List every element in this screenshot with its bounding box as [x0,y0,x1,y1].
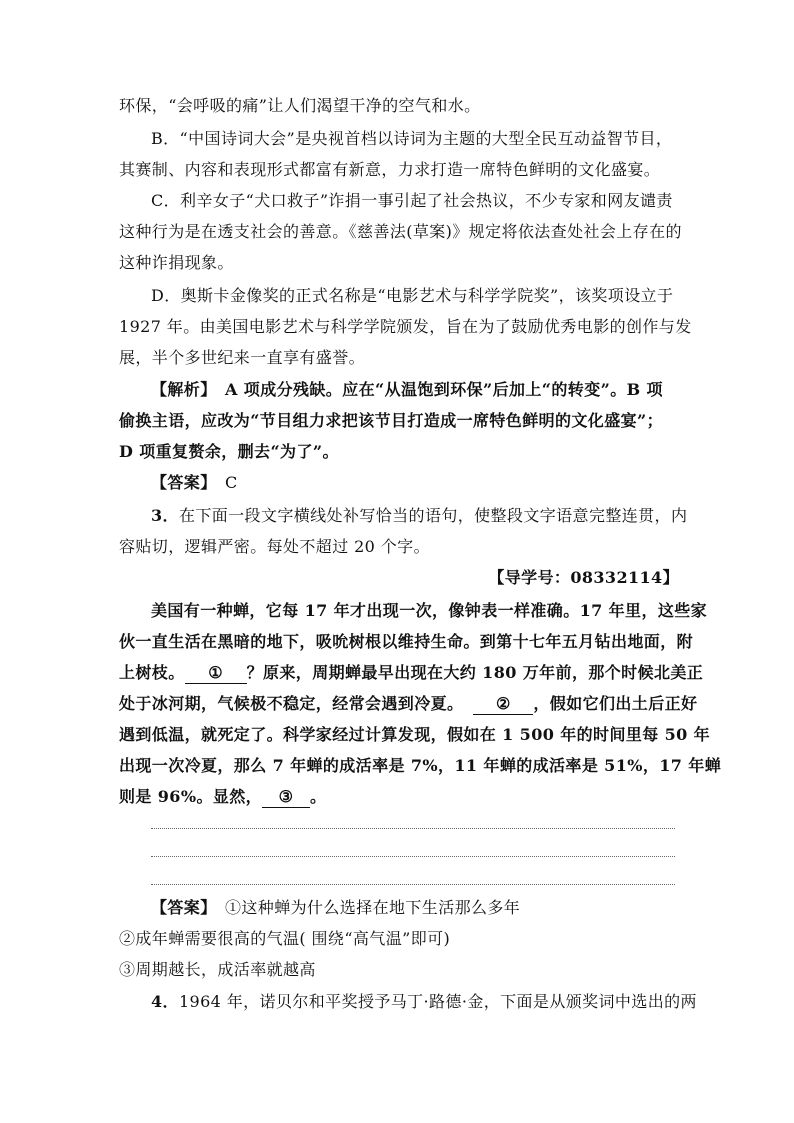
question-number: 3． [151,506,179,525]
answer-text: ③周期越长，成活率就越高 [119,960,316,979]
text-line: 这种诈捐现象。 [119,253,234,272]
analysis-label: 【解析】 [151,380,209,399]
passage-text: ？原来，周期蝉最早出现在大约 180 万年前，那个时候北美正 [246,663,704,682]
option-d-line: D．奥斯卡金像奖的正式名称是“电影艺术与科学学院奖”，该奖项设立于 [151,286,674,305]
passage-text: 。 [310,787,327,806]
blank-3[interactable]: ③ [262,787,310,808]
passage-text: 则是 96%。显然， [119,787,263,806]
text-line: D 项重复赘余，删去“为了”。 [119,442,339,461]
text-line: 1927 年。由美国电影艺术与科学学院颁发，旨在为了鼓励优秀电影的创作与发 [119,317,692,336]
question-3-line [151,506,688,526]
question-number: 4． [151,992,179,1011]
guide-number: 【导学号：08332114】 [488,568,679,587]
text-line: 偷换主语，应改为“节目组力求把该节目打造成一席特色鲜明的文化盛宴”； [119,411,664,430]
answer-value: C [208,473,238,492]
text-line: 展，半个多世纪来一直享有盛誉。 [119,348,366,367]
passage-line [119,787,679,808]
analysis-text: A 项成分残缺。应在“从温饱到环保”后加上“的转变”。B 项 [208,380,663,399]
text-line: 环保，“会呼吸的痛”让人们渴望干净的空气和水。 [119,96,481,115]
answer-line [151,898,679,918]
analysis-line [151,380,679,400]
answer-write-line[interactable] [151,856,675,857]
passage-text: 上树枝。 [119,663,185,682]
blank-2[interactable]: ② [473,694,533,715]
passage-line: 伙一直生活在黑暗的地下，吸吮树根以维持生命。到第十七年五月钻出地面，附 [119,632,694,651]
passage-line: 出现一次冷夏，那么 7 年蝉的成活率是 7%，11 年蝉的成活率是 51%，17 年蝉 [119,756,722,775]
passage-line: 美国有一种蝉，它每 17 年才出现一次，像钟表一样准确。17 年里，这些家 [151,601,708,620]
answer-text: ②成年蝉需要很高的气温( 围绕“高气温”即可) [119,929,451,948]
text-line: 其赛制、内容和表现形式都富有新意，力求打造一席特色鲜明的文化盛宴。 [119,160,661,179]
text-line: 这种行为是在透支社会的善意。《慈善法(草案)》规定将依法查处社会上存在的 [119,222,682,241]
answer-label: 【答案】 [151,473,209,492]
question-text: 1964 年，诺贝尔和平奖授予马丁·路德·金，下面是从颁奖词中选出的两 [178,992,697,1011]
option-b-line: B．“中国诗词大会”是央视首档以诗词为主题的大型全民互动益智节目， [151,129,673,148]
question-4-line [151,992,697,1012]
answer-text: ①这种蝉为什么选择在地下生活那么多年 [208,898,521,917]
passage-text: 处于冰河期，气候极不稳定，经常会遇到冷夏。 [119,694,464,713]
answer-write-line[interactable] [151,828,675,829]
passage-line: 遇到低温，就死定了。科学家经过计算发现，假如在 1 500 年的时间里每 50 年 [119,725,711,744]
blank-1[interactable]: ① [185,663,247,684]
question-text: 在下面一段文字横线处补写恰当的语句，使整段文字语意完整连贯，内 [178,506,688,525]
passage-line [119,663,704,684]
passage-text: ，假如它们出土后正好 [533,694,698,713]
text-line: 容贴切，逻辑严密。每处不超过 20 个字。 [119,537,430,556]
answer-write-line[interactable] [151,884,675,885]
passage-line [119,694,698,715]
answer-line [151,473,679,493]
answer-label: 【答案】 [151,898,209,917]
option-c-line: C．利辛女子“犬口救子”诈捐一事引起了社会热议，不少专家和网友谴责 [151,191,673,210]
